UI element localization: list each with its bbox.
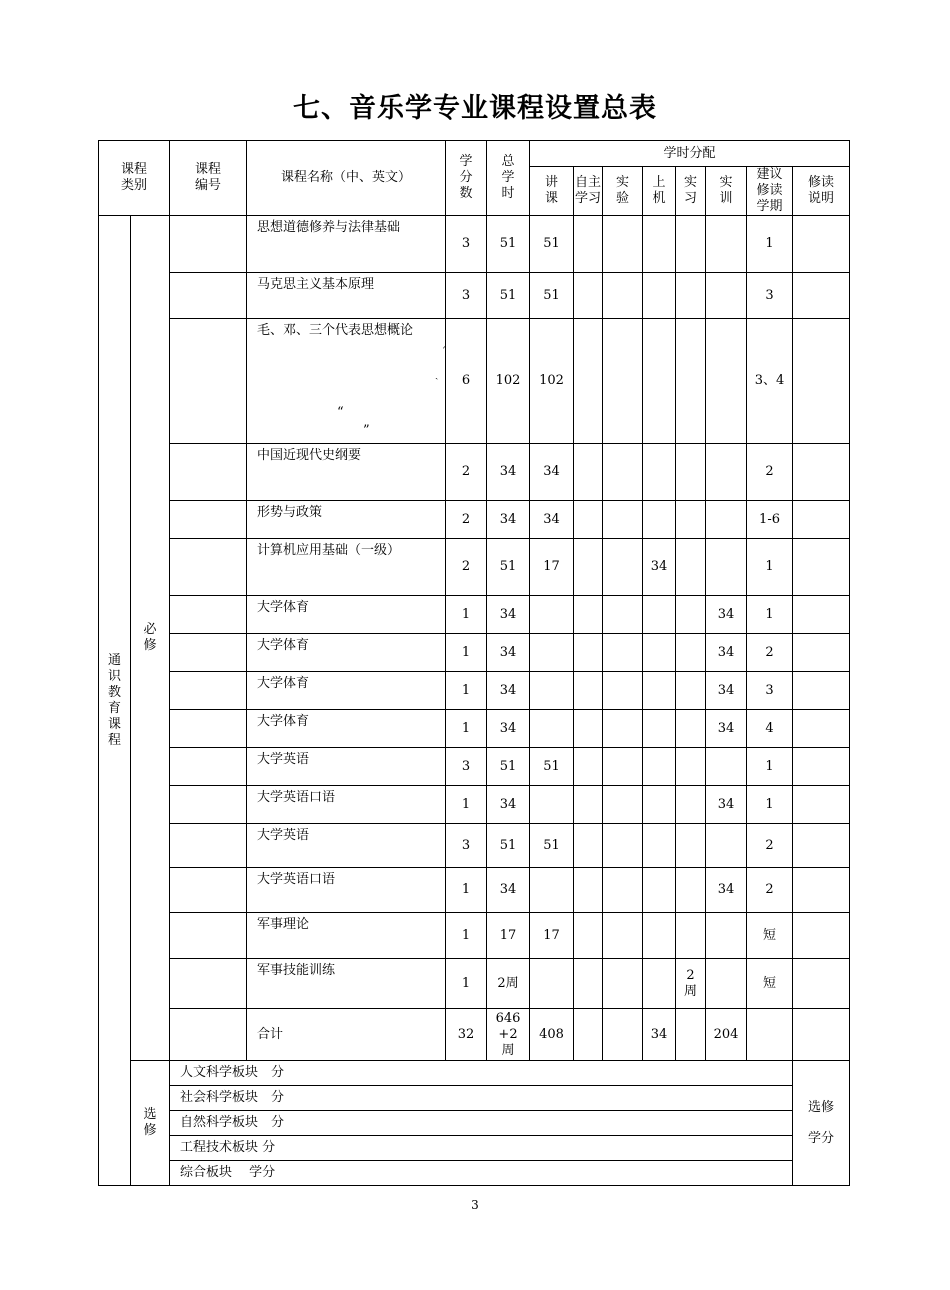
course-lecture: 51 (530, 216, 574, 273)
course-lecture (530, 959, 574, 1009)
course-code (170, 913, 247, 959)
course-training: 34 (706, 868, 747, 913)
course-name: 大学体育 (247, 596, 446, 634)
course-name: 军事技能训练 (247, 959, 446, 1009)
course-hours: 51 (487, 748, 530, 786)
course-note (793, 501, 850, 539)
elective-item: 人文科学板块 分 (170, 1061, 793, 1086)
course-computer (643, 273, 676, 319)
elective-item: 综合板块 学分 (170, 1161, 793, 1186)
course-experiment (603, 539, 643, 596)
course-hours: 34 (487, 672, 530, 710)
course-hours: 2周 (487, 959, 530, 1009)
course-hours: 34 (487, 634, 530, 672)
table-row (99, 824, 850, 868)
stray-quote-open: “ (337, 405, 344, 420)
course-training: 34 (706, 596, 747, 634)
course-experiment (603, 444, 643, 501)
course-term: 2 (747, 444, 793, 501)
course-term: 短 (747, 913, 793, 959)
course-code (170, 539, 247, 596)
course-practice (676, 672, 706, 710)
course-computer: 34 (643, 539, 676, 596)
course-name: 形势与政策 (247, 501, 446, 539)
course-hours: 34 (487, 444, 530, 501)
course-experiment (603, 748, 643, 786)
course-note (793, 710, 850, 748)
course-credits: 1 (446, 634, 487, 672)
elective-row (99, 1111, 850, 1136)
header-code: 课程编号 (170, 141, 247, 216)
course-computer (643, 710, 676, 748)
course-note (793, 913, 850, 959)
header-lecture: 讲课 (530, 167, 574, 216)
total-row (99, 1009, 850, 1061)
course-code (170, 444, 247, 501)
course-table (98, 140, 850, 1186)
course-lecture: 51 (530, 273, 574, 319)
course-training (706, 824, 747, 868)
course-experiment (603, 913, 643, 959)
course-experiment (603, 786, 643, 824)
table-row (99, 710, 850, 748)
course-term: 1 (747, 539, 793, 596)
table-row (99, 501, 850, 539)
course-experiment (603, 273, 643, 319)
header-practice: 实习 (676, 167, 706, 216)
course-lecture: 51 (530, 748, 574, 786)
course-term: 3、4 (747, 319, 793, 444)
course-credits: 1 (446, 913, 487, 959)
course-self-study (574, 913, 603, 959)
course-name: 大学英语 (247, 824, 446, 868)
course-self-study (574, 596, 603, 634)
course-computer (643, 216, 676, 273)
course-credits: 6 (446, 319, 487, 444)
course-term: 1 (747, 786, 793, 824)
course-hours: 34 (487, 710, 530, 748)
course-name: 大学英语口语 (247, 868, 446, 913)
course-lecture (530, 786, 574, 824)
course-hours: 51 (487, 539, 530, 596)
course-term: 1 (747, 596, 793, 634)
course-code (170, 786, 247, 824)
course-hours: 51 (487, 216, 530, 273)
course-name: 大学体育 (247, 634, 446, 672)
course-computer (643, 444, 676, 501)
stray-quote-close: ” (363, 423, 370, 438)
elective-item: 自然科学板块 分 (170, 1111, 793, 1136)
course-self-study (574, 786, 603, 824)
course-self-study (574, 710, 603, 748)
course-term: 1-6 (747, 501, 793, 539)
course-self-study (574, 634, 603, 672)
course-experiment (603, 824, 643, 868)
course-lecture (530, 672, 574, 710)
category-general-cell: 通识教育课程 (99, 216, 131, 1186)
course-experiment (603, 710, 643, 748)
course-note (793, 786, 850, 824)
course-lecture: 17 (530, 539, 574, 596)
course-practice (676, 444, 706, 501)
course-computer (643, 868, 676, 913)
course-hours: 34 (487, 596, 530, 634)
total-note (793, 1009, 850, 1061)
elective-cell: 选修 (131, 1061, 170, 1186)
course-practice (676, 786, 706, 824)
course-note (793, 868, 850, 913)
course-note (793, 748, 850, 786)
header-experiment: 实验 (603, 167, 643, 216)
course-code (170, 672, 247, 710)
total-experiment (603, 1009, 643, 1061)
course-name: 军事理论 (247, 913, 446, 959)
course-experiment (603, 319, 643, 444)
table-row (99, 596, 850, 634)
course-self-study (574, 319, 603, 444)
course-practice (676, 824, 706, 868)
course-practice (676, 868, 706, 913)
course-practice (676, 273, 706, 319)
course-credits: 3 (446, 273, 487, 319)
course-practice (676, 539, 706, 596)
course-self-study (574, 868, 603, 913)
course-self-study (574, 501, 603, 539)
course-computer (643, 501, 676, 539)
course-term: 4 (747, 710, 793, 748)
header-notes: 修读说明 (793, 167, 850, 216)
course-credits: 1 (446, 710, 487, 748)
course-code (170, 501, 247, 539)
course-credits: 1 (446, 672, 487, 710)
course-self-study (574, 672, 603, 710)
course-name: 中国近现代史纲要 (247, 444, 446, 501)
header-training: 实训 (706, 167, 747, 216)
header-name: 课程名称（中、英文） (247, 141, 446, 216)
course-experiment (603, 868, 643, 913)
course-practice (676, 596, 706, 634)
course-note (793, 444, 850, 501)
course-credits: 3 (446, 216, 487, 273)
course-term: 2 (747, 634, 793, 672)
course-experiment (603, 634, 643, 672)
course-training: 34 (706, 634, 747, 672)
course-training: 34 (706, 672, 747, 710)
course-note (793, 672, 850, 710)
course-lecture: 102 (530, 319, 574, 444)
course-experiment (603, 501, 643, 539)
course-name-cell (247, 319, 446, 444)
course-code (170, 319, 247, 444)
course-practice: 2周 (676, 959, 706, 1009)
course-hours: 34 (487, 868, 530, 913)
course-computer (643, 319, 676, 444)
table-row (99, 913, 850, 959)
table-row (99, 748, 850, 786)
course-computer (643, 672, 676, 710)
course-training (706, 501, 747, 539)
page-number: 3 (471, 1198, 479, 1212)
course-note (793, 824, 850, 868)
course-credits: 2 (446, 539, 487, 596)
course-term: 2 (747, 824, 793, 868)
course-credits: 1 (446, 596, 487, 634)
table-row (99, 959, 850, 1009)
course-credits: 1 (446, 868, 487, 913)
course-practice (676, 634, 706, 672)
header-category: 课程类别 (99, 141, 170, 216)
elective-row (99, 1061, 850, 1086)
header-total-hours: 总学时 (487, 141, 530, 216)
course-term: 短 (747, 959, 793, 1009)
course-lecture: 34 (530, 444, 574, 501)
course-name: 毛、邓、三个代表思想概论 (257, 323, 414, 338)
header-suggested-term: 建议修读学期 (747, 167, 793, 216)
course-experiment (603, 216, 643, 273)
total-lecture: 408 (530, 1009, 574, 1061)
course-experiment (603, 959, 643, 1009)
table-row (99, 539, 850, 596)
course-computer (643, 959, 676, 1009)
course-training (706, 959, 747, 1009)
total-hours: 646+2周 (487, 1009, 530, 1061)
course-hours: 17 (487, 913, 530, 959)
course-self-study (574, 959, 603, 1009)
table-row (99, 216, 850, 273)
table-row (99, 319, 850, 444)
elective-item: 工程技术板块 分 (170, 1136, 793, 1161)
course-name: 大学英语口语 (247, 786, 446, 824)
course-training (706, 319, 747, 444)
course-experiment (603, 596, 643, 634)
course-credits: 1 (446, 959, 487, 1009)
course-lecture (530, 710, 574, 748)
course-code (170, 959, 247, 1009)
table-row (99, 786, 850, 824)
course-self-study (574, 273, 603, 319)
course-practice (676, 710, 706, 748)
elective-row (99, 1161, 850, 1186)
course-note (793, 319, 850, 444)
course-code (170, 710, 247, 748)
course-name: 大学体育 (247, 710, 446, 748)
course-name: 大学体育 (247, 672, 446, 710)
course-term: 1 (747, 216, 793, 273)
total-practice (676, 1009, 706, 1061)
header-credits: 学分数 (446, 141, 487, 216)
course-self-study (574, 824, 603, 868)
course-computer (643, 786, 676, 824)
course-training (706, 216, 747, 273)
course-practice (676, 216, 706, 273)
course-name: 马克思主义基本原理 (247, 273, 446, 319)
course-self-study (574, 539, 603, 596)
table-row (99, 634, 850, 672)
course-code (170, 596, 247, 634)
course-code (170, 273, 247, 319)
course-training: 34 (706, 786, 747, 824)
course-name: 思想道德修养与法律基础 (247, 216, 446, 273)
course-training: 34 (706, 710, 747, 748)
course-hours: 102 (487, 319, 530, 444)
course-training (706, 748, 747, 786)
total-training: 204 (706, 1009, 747, 1061)
course-practice (676, 501, 706, 539)
elective-item: 社会科学板块 分 (170, 1086, 793, 1111)
course-note (793, 216, 850, 273)
table-row (99, 273, 850, 319)
course-code (170, 748, 247, 786)
course-code (170, 824, 247, 868)
course-note (793, 596, 850, 634)
course-hours: 34 (487, 501, 530, 539)
course-lecture: 51 (530, 824, 574, 868)
header-computer: 上机 (643, 167, 676, 216)
course-lecture: 17 (530, 913, 574, 959)
course-credits: 3 (446, 748, 487, 786)
course-note (793, 273, 850, 319)
course-self-study (574, 444, 603, 501)
course-hours: 34 (487, 786, 530, 824)
table-row (99, 444, 850, 501)
course-code (170, 634, 247, 672)
course-credits: 1 (446, 786, 487, 824)
course-training (706, 913, 747, 959)
table-row (99, 868, 850, 913)
course-name: 计算机应用基础（一级） (247, 539, 446, 596)
header-hours-distribution: 学时分配 (530, 141, 850, 167)
course-term: 2 (747, 868, 793, 913)
elective-row (99, 1086, 850, 1111)
course-hours: 51 (487, 824, 530, 868)
course-computer (643, 596, 676, 634)
course-computer (643, 634, 676, 672)
course-hours: 51 (487, 273, 530, 319)
required-cell: 必修 (131, 216, 170, 1061)
course-training (706, 273, 747, 319)
course-lecture (530, 868, 574, 913)
course-term: 3 (747, 273, 793, 319)
course-experiment (603, 672, 643, 710)
course-code (170, 216, 247, 273)
total-self-study (574, 1009, 603, 1061)
course-code (170, 868, 247, 913)
elective-row (99, 1136, 850, 1161)
course-credits: 3 (446, 824, 487, 868)
total-credits: 32 (446, 1009, 487, 1061)
course-note (793, 959, 850, 1009)
elective-note: 选修 学分 (793, 1061, 850, 1186)
course-computer (643, 913, 676, 959)
course-term: 3 (747, 672, 793, 710)
course-lecture: 34 (530, 501, 574, 539)
total-code (170, 1009, 247, 1061)
course-training (706, 539, 747, 596)
page-title: 七、音乐学专业课程设置总表 (293, 93, 657, 124)
total-computer: 34 (643, 1009, 676, 1061)
course-lecture (530, 596, 574, 634)
stray-mark: ˏ (435, 369, 439, 380)
total-label: 合计 (247, 1009, 446, 1061)
course-term: 1 (747, 748, 793, 786)
course-practice (676, 319, 706, 444)
course-training (706, 444, 747, 501)
course-self-study (574, 216, 603, 273)
course-practice (676, 748, 706, 786)
course-note (793, 539, 850, 596)
course-name: 大学英语 (247, 748, 446, 786)
course-note (793, 634, 850, 672)
total-term (747, 1009, 793, 1061)
header-self-study: 自主学习 (574, 167, 603, 216)
course-practice (676, 913, 706, 959)
course-credits: 2 (446, 444, 487, 501)
course-self-study (574, 748, 603, 786)
table-row (99, 672, 850, 710)
course-computer (643, 824, 676, 868)
course-lecture (530, 634, 574, 672)
course-credits: 2 (446, 501, 487, 539)
stray-mark: ˊ (441, 347, 447, 358)
course-computer (643, 748, 676, 786)
